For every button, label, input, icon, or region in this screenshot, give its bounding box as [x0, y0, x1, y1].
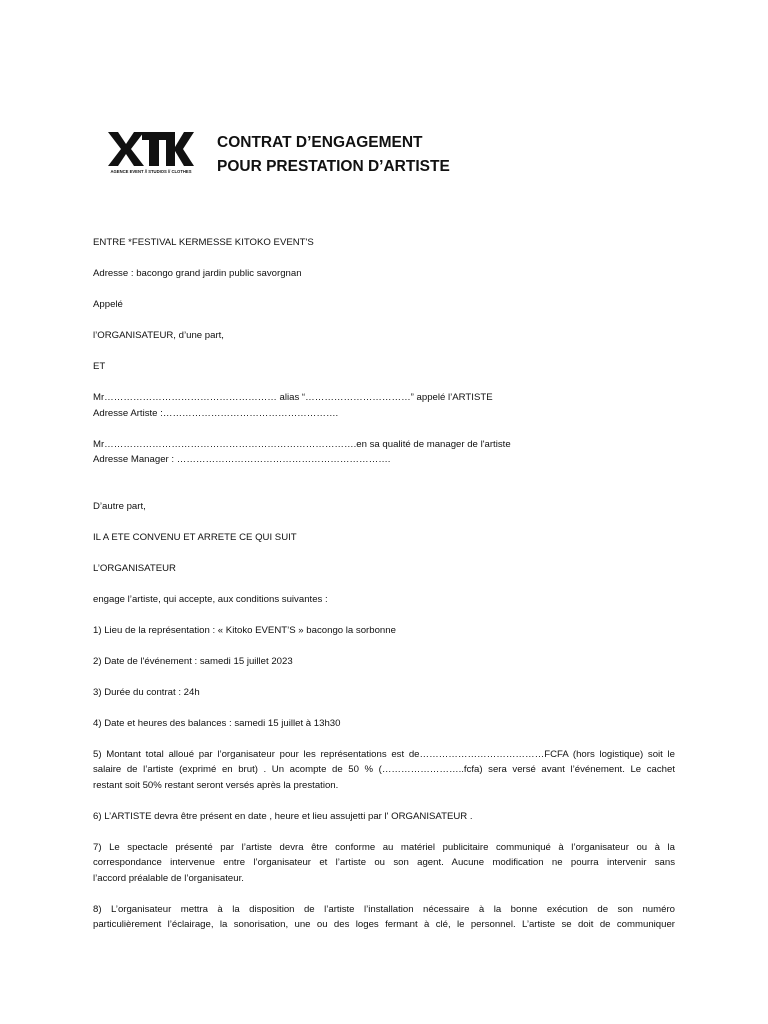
organizer-address: Adresse : bacongo grand jardin public savorgnan [93, 268, 302, 279]
contract-title [217, 131, 450, 179]
clause-5 [93, 747, 675, 794]
artist-block [93, 390, 675, 421]
clause-1: 1) Lieu de la représentation : « Kitoko EVENT’S » bacongo la sorbonne [93, 624, 396, 636]
other-part: D’autre part, [93, 500, 146, 512]
manager-block [93, 437, 675, 468]
title-line-1: CONTRAT D’ENGAGEMENT [217, 134, 423, 151]
clause-7-line-3: l’accord préalable de l’organisateur. [93, 872, 244, 884]
clause-5-line-1: 5) Montant total alloué par l’organisateur pour les représentations est de…………………………………FCFA (hors logistique) soit le [93, 748, 675, 760]
svg-text:AGENCE EVENT // STUDIOS // CLO: AGENCE EVENT // STUDIOS // CLOTHES [110, 169, 192, 174]
clause-4: 4) Date et heures des balances : samedi 15 juillet à 13h30 [93, 717, 341, 729]
clause-8-line-1: 8) L’organisateur mettra à la disposition de l’artiste l’installation nécessaire à la bonne exécution de son numéro [93, 903, 675, 915]
manager-line: Mr…………………………………………………………………….en sa qualité de manager de l'artiste [93, 438, 511, 450]
company-logo [106, 130, 196, 174]
contract-body [93, 235, 675, 948]
manager-address: Adresse Manager : …………………………………………………………. [93, 454, 391, 465]
clause-5-line-3: restant soit 50% restant seront versés après la prestation. [93, 779, 339, 791]
clause-5-line-2: salaire de l’artiste (exprimé en brut) . Un acompte de 50 % (……………………..fcfa) sera versé avant l’événement. Le cachet [93, 764, 675, 775]
xtk-logo-icon [106, 130, 196, 174]
clause-6: 6) L’ARTISTE devra être présent en date , heure et lieu assujetti par l' ORGANISATEUR . [93, 810, 473, 822]
parties-entre: ENTRE *FESTIVAL KERMESSE KITOKO EVENT'S [93, 237, 314, 248]
clause-7-line-1: 7) Le spectacle présenté par l’artiste devra être conforme au matériel publicitaire communiqué à l’organisateur ou à la [93, 841, 675, 853]
appele-label: Appelé [93, 299, 123, 310]
clause-7-line-2: correspondance intervenue entre l’organisateur et l’artiste ou son agent. Aucune modification ne pourra intervenir sans [93, 857, 675, 868]
organizer-part: l’ORGANISATEUR, d’une part, [93, 330, 224, 341]
clause-8-line-2: particulièrement l’éclairage, la sonorisation, une ou des loges fermant à clé, le personnel. L’artiste se doit de communiquer [93, 919, 675, 930]
engage-intro: engage l’artiste, qui accepte, aux conditions suivantes : [93, 593, 328, 605]
clause-7 [93, 840, 675, 887]
et-label: ET [93, 361, 106, 372]
clause-2: 2) Date de l'événement : samedi 15 juillet 2023 [93, 655, 293, 667]
artist-line: Mr……………………………………………… alias “……………………………” appelé l’ARTISTE [93, 392, 493, 403]
organizer-caps: L’ORGANISATEUR [93, 562, 176, 574]
artist-address: Adresse Artiste :………………………………………………. [93, 407, 339, 419]
clause-8 [93, 902, 675, 933]
agreement-heading: IL A ETE CONVENU ET ARRETE CE QUI SUIT [93, 531, 297, 543]
title-line-2: POUR PRESTATION D’ARTISTE [217, 158, 450, 175]
clause-3: 3) Durée du contrat : 24h [93, 686, 200, 698]
